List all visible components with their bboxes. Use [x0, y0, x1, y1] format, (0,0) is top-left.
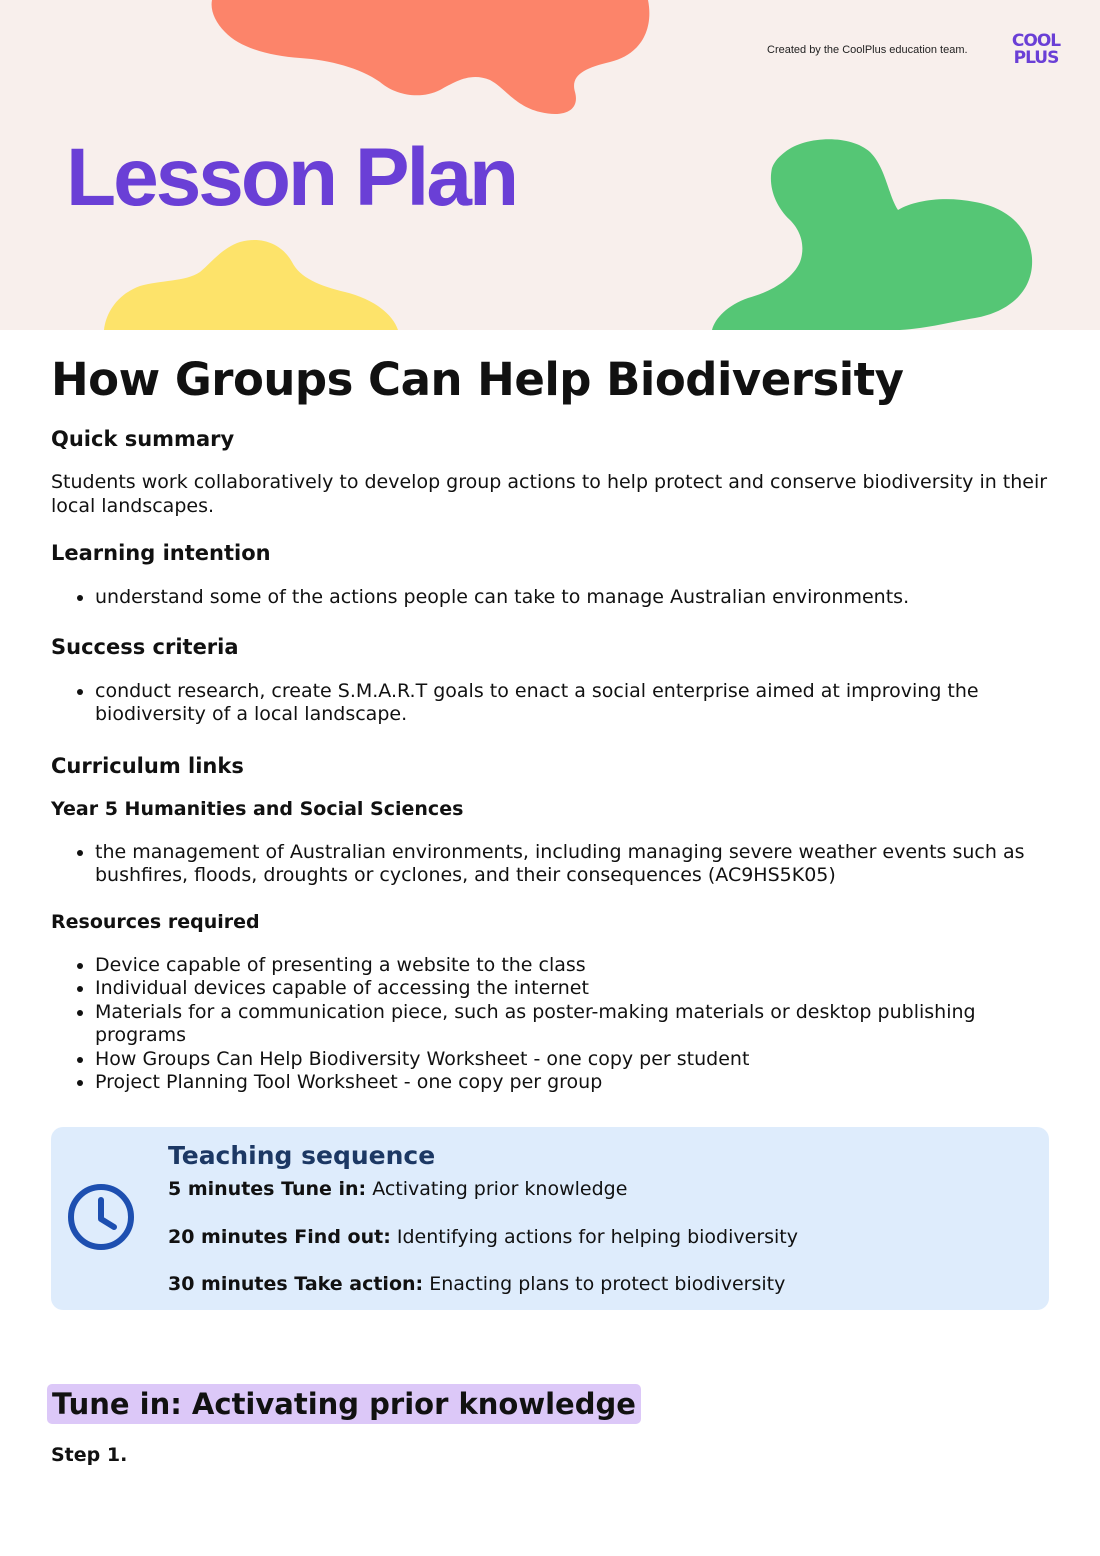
- clock-icon: [66, 1182, 136, 1252]
- curriculum-list: [51, 841, 1051, 888]
- learning-intention-list: [51, 586, 1051, 610]
- green-blob: [712, 139, 1032, 330]
- resources-list: [51, 954, 1051, 1095]
- list-item: • Individual devices capable of accessing the internet: [95, 977, 1051, 1001]
- step-label: Step 1.: [51, 1444, 128, 1466]
- teaching-item-text: Enacting plans to protect biodiversity: [429, 1273, 786, 1295]
- quick-summary-heading: Quick summary: [51, 427, 235, 451]
- teaching-item-label: 30 minutes Take action:: [168, 1273, 424, 1295]
- logo-line-1: COOL: [1011, 31, 1061, 51]
- success-criteria-heading: Success criteria: [51, 634, 239, 659]
- main-content: [51, 348, 1051, 1095]
- page-title: How Groups Can Help Biodiversity: [51, 353, 904, 406]
- quick-summary-text: Students work collaboratively to develop group actions to help protect and conserve biodiversity in their local landscapes.: [51, 471, 1048, 517]
- yellow-blob: [104, 240, 398, 330]
- tune-in-heading: Tune in: Activating prior knowledge: [47, 1384, 641, 1424]
- learning-intention-heading: Learning intention: [51, 541, 271, 565]
- list-item: • the management of Australian environments, including managing severe weather events such as bushfires, floods, droughts or cyclones, and their consequences (AC9HS5K05): [95, 841, 1051, 888]
- resources-heading: Resources required: [51, 910, 260, 933]
- teaching-item-label: 20 minutes Find out:: [168, 1226, 391, 1248]
- credit-text: Created by the CoolPlus education team.: [767, 44, 968, 56]
- curriculum-subheading: Year 5 Humanities and Social Sciences: [51, 797, 464, 820]
- teaching-item-tune-in: [168, 1177, 627, 1201]
- logo-line-2: PLUS: [1013, 48, 1059, 68]
- list-item: • How Groups Can Help Biodiversity Worksheet - one copy per student: [95, 1048, 1051, 1072]
- list-item: • Device capable of presenting a website to the class: [95, 954, 1051, 978]
- teaching-item-take-action: [168, 1272, 785, 1296]
- list-item: • conduct research, create S.M.A.R.T goals to enact a social enterprise aimed at improving the biodiversity of a local landscape.: [95, 680, 1051, 727]
- teaching-item-find-out: [168, 1225, 798, 1249]
- list-item: • Materials for a communication piece, such as poster-making materials or desktop publishing programs: [95, 1001, 1051, 1048]
- list-item: • understand some of the actions people can take to manage Australian environments.: [95, 586, 1051, 610]
- lesson-plan-title: Lesson Plan: [66, 132, 517, 223]
- list-item: • Project Planning Tool Worksheet - one copy per group: [95, 1071, 1051, 1095]
- success-criteria-list: [51, 680, 1051, 727]
- curriculum-links-heading: Curriculum links: [51, 753, 244, 778]
- teaching-item-label: 5 minutes Tune in:: [168, 1178, 367, 1200]
- teaching-sequence-title: Teaching sequence: [168, 1141, 436, 1170]
- coolplus-logo: [1004, 33, 1068, 67]
- teaching-item-text: Identifying actions for helping biodiversity: [396, 1226, 799, 1248]
- teaching-sequence-box: [51, 1127, 1049, 1310]
- header-banner: [0, 0, 1100, 330]
- teaching-item-text: Activating prior knowledge: [366, 1178, 628, 1200]
- coral-blob: [212, 0, 650, 114]
